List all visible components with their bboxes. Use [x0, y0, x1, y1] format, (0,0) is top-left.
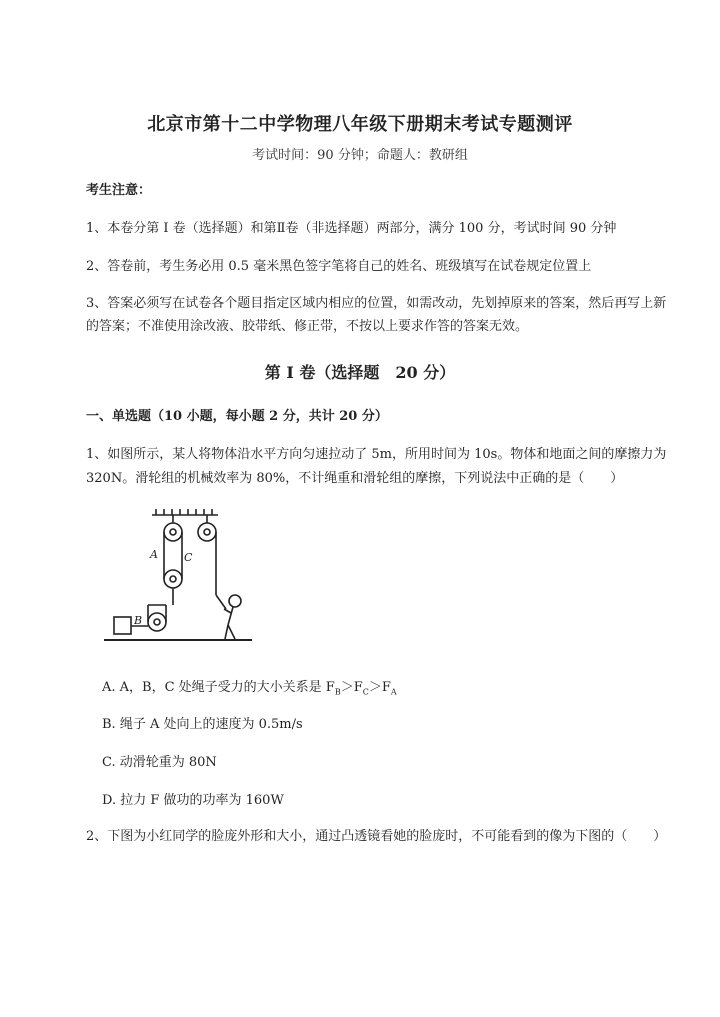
- notice-item-3-cont: 的答案；不准使用涂改液、胶带纸、修正带，不按以上要求作答的答案无效。: [86, 319, 529, 334]
- person-arm: [224, 609, 231, 613]
- notice-heading: 考生注意：: [86, 183, 152, 198]
- option-c: C. 动滑轮重为 80N: [102, 755, 217, 770]
- pulley-hub: [170, 529, 176, 535]
- option-d: D. 拉力 F 做功的功率为 160W: [102, 793, 284, 808]
- person-body: [228, 607, 233, 625]
- question-2-line-1: 2、下图为小红同学的脸庞外形和大小，通过凸透镜看她的脸庞时，不可能看到的像为下图的（ ）: [86, 829, 667, 844]
- notice-item-2: 2、答卷前，考生务必用 0.5 毫米黑色签字笔将自己的姓名、班级填写在试卷规定位置上: [86, 259, 592, 274]
- question-1-line-2: 320N。滑轮组的机械效率为 80%，不计绳重和滑轮组的摩擦，下列说法中正确的是（ ）: [86, 471, 624, 486]
- pulley-hub: [170, 576, 176, 582]
- part-heading: 一、单选题（10 小题，每小题 2 分，共计 20 分）: [86, 409, 388, 424]
- option-a: A. A，B，C 处绳子受力的大小关系是 $F_B>F_C>F_A$: [102, 680, 397, 697]
- option-b: B. 绳子 A 处向上的速度为 0.5m/s: [102, 717, 303, 732]
- exam-subtitle: 考试时间：90 分钟；命题人：教研组: [252, 148, 468, 163]
- block: [114, 617, 131, 634]
- label-c: C: [184, 551, 193, 564]
- pulley-hub: [204, 529, 210, 535]
- fixed-pulley-right: [198, 523, 216, 541]
- section-title: 第 I 卷（选择题 20 分）: [264, 363, 456, 382]
- pulley-hub: [154, 619, 160, 625]
- notice-item-3: 3、答案必须写在试卷各个题目指定区域内相应的位置，如需改动，先划掉原来的答案，然后再写上新: [86, 296, 667, 311]
- notice-item-1: 1、本卷分第 I 卷（选择题）和第Ⅱ卷（非选择题）两部分，满分 100 分，考试时间 90 分钟: [86, 221, 617, 236]
- person-head: [229, 595, 241, 607]
- question-1-line-1: 1、如图所示，某人将物体沿水平方向匀速拉动了 5m，所用时间为 10s。物体和地面之间的摩擦力为: [86, 447, 667, 462]
- movable-pulley-lower: [148, 613, 166, 631]
- pulley-figure: [100, 505, 265, 650]
- movable-pulley-upper: [164, 570, 182, 588]
- person-leg: [228, 625, 235, 639]
- label-b: B: [134, 614, 143, 627]
- exam-title: 北京市第十二中学物理八年级下册期末考试专题测评: [147, 114, 573, 135]
- person-leg: [225, 625, 228, 639]
- label-a: A: [150, 548, 158, 561]
- fixed-pulley-left: [164, 523, 182, 541]
- rope-pull: [216, 595, 226, 609]
